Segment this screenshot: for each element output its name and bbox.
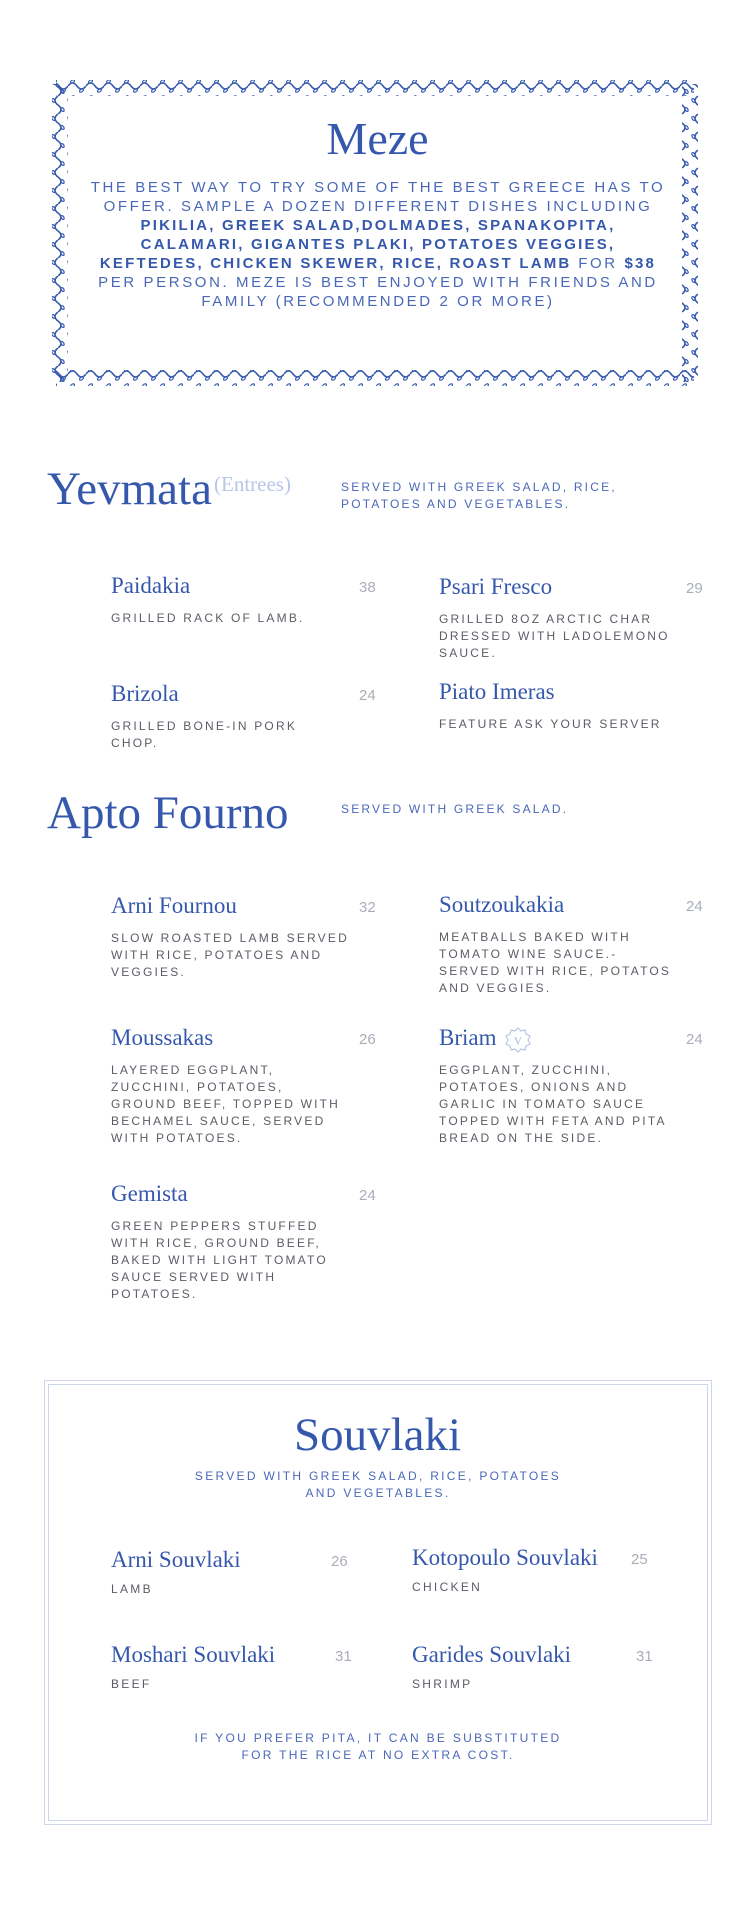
item-price: 24: [686, 898, 703, 915]
item-price: 29: [686, 580, 703, 597]
item-price: 24: [359, 1187, 376, 1204]
yevmata-title: Yevmata: [47, 463, 212, 515]
meze-for: FOR: [571, 255, 625, 272]
item-price: 26: [331, 1553, 348, 1570]
item-name: Moussakas: [111, 1025, 214, 1050]
item-description: SLOW ROASTED LAMB SERVED WITH RICE, POTATOES AND VEGGIES.: [111, 931, 349, 979]
vegetarian-v-letter: V: [513, 1035, 522, 1048]
item-name: Gemista: [111, 1181, 188, 1206]
meze-intro: THE BEST WAY TO TRY SOME OF THE BEST GREECE HAS TO OFFER. SAMPLE A DOZEN DIFFERENT DISHES INCLUDING: [90, 179, 666, 215]
item-name: Arni Souvlaki: [111, 1547, 241, 1572]
apto-fourno-note: SERVED WITH GREEK SALAD.: [341, 802, 569, 816]
apto-fourno-title: Apto Fourno: [47, 787, 289, 839]
item-price: 24: [359, 687, 376, 704]
item-name: Moshari Souvlaki: [111, 1642, 276, 1667]
item-description: LAMB: [111, 1582, 153, 1596]
item-price: 24: [686, 1031, 703, 1048]
item-name: Paidakia: [111, 573, 191, 598]
item-name: Brizola: [111, 681, 179, 706]
item-name: [439, 1025, 531, 1053]
item-description: GREEN PEPPERS STUFFED WITH RICE, GROUND BEEF, BAKED WITH LIGHT TOMATO SAUCE SERVED WITH POTATOES.: [111, 1219, 328, 1301]
item-description: SHRIMP: [412, 1677, 473, 1691]
souvlaki-title: Souvlaki: [293, 1409, 462, 1461]
meze-price: $38: [624, 255, 657, 272]
meze-title: Meze: [326, 113, 429, 164]
item-name: Piato Imeras: [439, 679, 555, 704]
item-description: LAYERED EGGPLANT, ZUCCHINI, POTATOES, GROUND BEEF, TOPPED WITH BECHAMEL SAUCE, SERVED WITH POTATOES.: [111, 1063, 341, 1145]
item-name: Kotopoulo Souvlaki: [412, 1545, 598, 1570]
item-price: 26: [359, 1031, 376, 1048]
meze-description: [88, 178, 668, 311]
item-price: 31: [335, 1648, 352, 1665]
item-price: 31: [636, 1648, 653, 1665]
yevmata-note: SERVED WITH GREEK SALAD, RICE, POTATOES AND VEGETABLES.: [341, 480, 617, 511]
item-price: 25: [631, 1551, 648, 1568]
item-description: GRILLED RACK OF LAMB.: [111, 611, 305, 625]
yevmata-paren: (Entrees): [214, 472, 291, 496]
item-description: EGGPLANT, ZUCCHINI, POTATOES, ONIONS AND GARLIC IN TOMATO SAUCE TOPPED WITH FETA AND PITA BREAD ON THE SIDE.: [439, 1063, 667, 1145]
item-description: GRILLED 8OZ ARCTIC CHAR DRESSED WITH LADOLEMONO SAUCE.: [439, 612, 670, 660]
item-price: 38: [359, 579, 376, 596]
souvlaki-footer-note: IF YOU PREFER PITA, IT CAN BE SUBSTITUTED FOR THE RICE AT NO EXTRA COST.: [194, 1731, 562, 1762]
item-name-text: Briam: [439, 1025, 497, 1050]
item-name: Garides Souvlaki: [412, 1642, 572, 1667]
item-name: Psari Fresco: [439, 574, 553, 599]
item-description: MEATBALLS BAKED WITH TOMATO WINE SAUCE.- SERVED WITH RICE, POTATOS AND VEGGIES.: [439, 930, 672, 995]
souvlaki-subtitle: SERVED WITH GREEK SALAD, RICE, POTATOES AND VEGETABLES.: [194, 1469, 562, 1500]
item-price: 32: [359, 899, 376, 916]
meze-dish-list: PIKILIA, GREEK SALAD,DOLMADES, SPANAKOPITA, CALAMARI, GIGANTES PLAKI, POTATOES VEGGIES, KEFTEDES, CHICKEN SKEWER, RICE, ROAST LAMB: [99, 217, 616, 272]
item-description: CHICKEN: [412, 1580, 483, 1594]
vegetarian-v-icon: [505, 1027, 531, 1053]
item-name: Soutzoukakia: [439, 892, 565, 917]
item-description: GRILLED BONE-IN PORK CHOP.: [111, 719, 298, 750]
item-name: Arni Fournou: [111, 893, 237, 918]
item-description: BEEF: [111, 1677, 152, 1691]
meze-per-person: PER PERSON. MEZE IS BEST ENJOYED WITH FRIENDS AND FAMILY (RECOMMENDED 2 OR MORE): [98, 274, 658, 310]
item-description: FEATURE ASK YOUR SERVER: [439, 717, 662, 731]
